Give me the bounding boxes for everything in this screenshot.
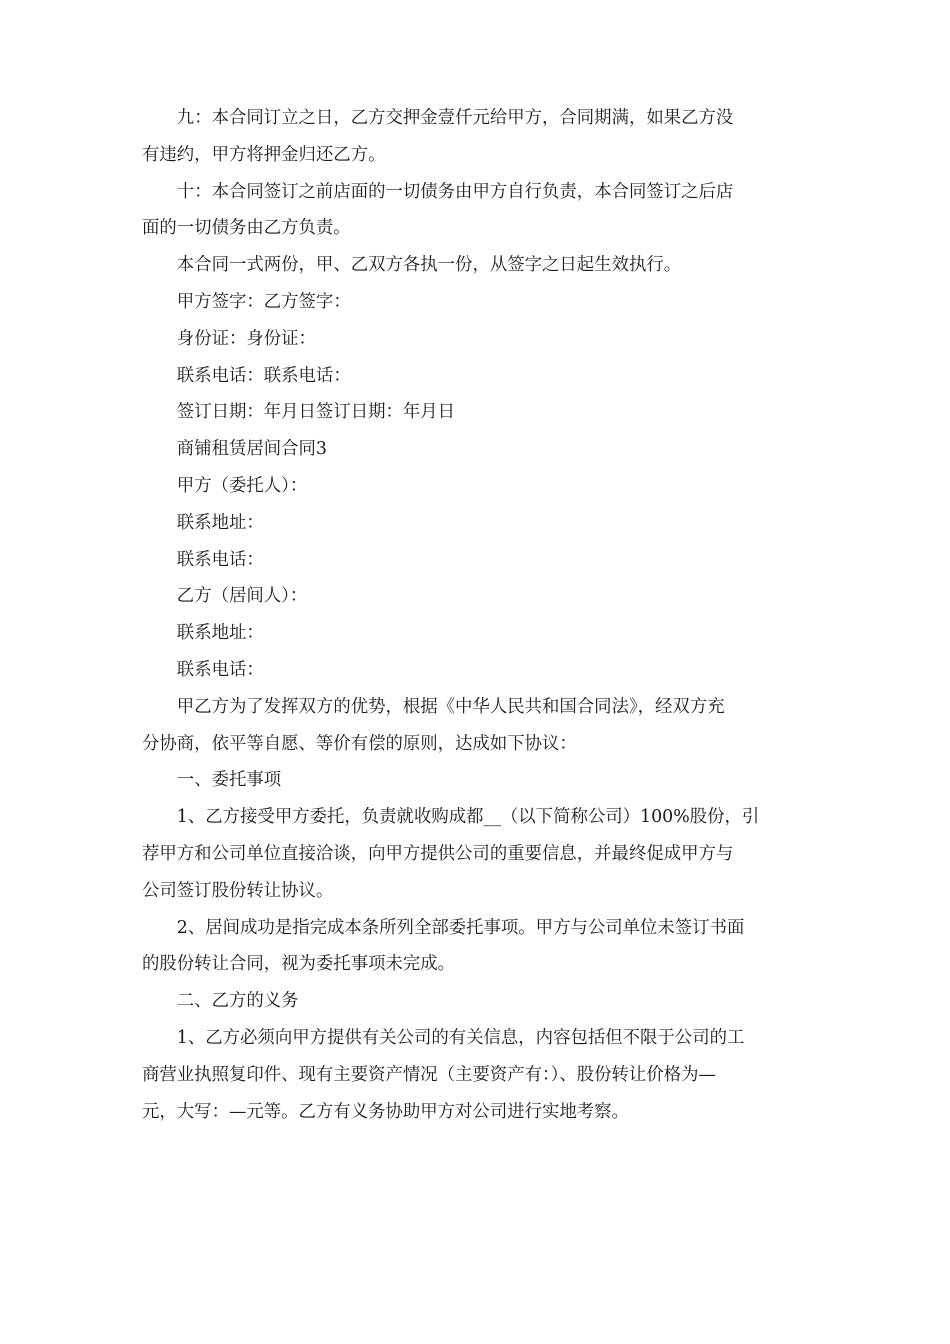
text-line: 商铺租赁居间合同3 — [176, 439, 327, 460]
text-line: 甲方（委托人）： — [176, 475, 308, 496]
text-line: 联系电话：联系电话： — [176, 365, 351, 386]
text-line: 身份证：身份证： — [176, 328, 316, 349]
paragraph — [142, 578, 807, 615]
paragraph — [142, 615, 807, 652]
document-body — [142, 100, 807, 1130]
text-line: 1、乙方必须向甲方提供有关公司的有关信息，内容包括但不限于公司的工 — [176, 1027, 745, 1048]
paragraph — [142, 431, 807, 468]
text-line: 有违约，甲方将押金归还乙方。 — [142, 144, 386, 165]
paragraph — [142, 247, 807, 284]
paragraph — [142, 394, 807, 431]
text-line: 签订日期：年月日签订日期：年月日 — [176, 402, 456, 423]
text-line: 元，大写：—元等。乙方有义务协助甲方对公司进行实地考察。 — [142, 1101, 629, 1122]
paragraph — [142, 358, 807, 395]
text-line: 1、乙方接受甲方委托，负责就收购成都__（以下简称公司）100%股份，引 — [176, 807, 760, 828]
paragraph — [142, 468, 807, 505]
text-line: 的股份转让合同，视为委托事项未完成。 — [142, 954, 456, 975]
text-line: 面的一切债务由乙方负责。 — [142, 218, 351, 239]
text-line: 联系地址： — [176, 512, 264, 533]
text-line: 联系电话： — [176, 549, 264, 570]
paragraph — [142, 542, 807, 579]
text-line: 联系地址： — [176, 623, 264, 644]
text-line: 甲方签字：乙方签字： — [176, 291, 351, 312]
text-line: 商营业执照复印件、现有主要资产情况（主要资产有：）、股份转让价格为— — [142, 1064, 716, 1085]
paragraph — [142, 284, 807, 321]
paragraph — [142, 100, 807, 174]
text-line: 九：本合同订立之日，乙方交押金壹仟元给甲方，合同期满，如果乙方没 — [176, 108, 734, 128]
paragraph — [142, 910, 807, 984]
paragraph — [142, 983, 807, 1020]
text-line: 本合同一式两份，甲、乙双方各执一份，从签字之日起生效执行。 — [176, 255, 682, 276]
paragraph — [142, 505, 807, 542]
text-line: 乙方（居间人）： — [176, 586, 308, 607]
paragraph — [142, 799, 807, 909]
paragraph — [142, 762, 807, 799]
paragraph — [142, 321, 807, 358]
paragraph — [142, 652, 807, 689]
text-line: 十：本合同签订之前店面的一切债务由甲方自行负责，本合同签订之后店 — [176, 181, 734, 202]
text-line: 公司签订股份转让协议。 — [142, 880, 334, 901]
paragraph — [142, 689, 807, 763]
text-line: 一、委托事项 — [176, 770, 282, 791]
text-line: 联系电话： — [176, 659, 264, 680]
paragraph — [142, 1020, 807, 1130]
paragraph — [142, 174, 807, 248]
text-line: 甲乙方为了发挥双方的优势，根据《中华人民共和国合同法》，经双方充 — [176, 696, 725, 717]
text-line: 二、乙方的义务 — [176, 991, 299, 1012]
text-line: 分协商，依平等自愿、等价有偿的原则，达成如下协议： — [142, 733, 577, 754]
text-line: 2、居间成功是指完成本条所列全部委托事项。甲方与公司单位未签订书面 — [176, 917, 745, 938]
text-line: 荐甲方和公司单位直接洽谈，向甲方提供公司的重要信息，并最终促成甲方与 — [142, 843, 734, 864]
